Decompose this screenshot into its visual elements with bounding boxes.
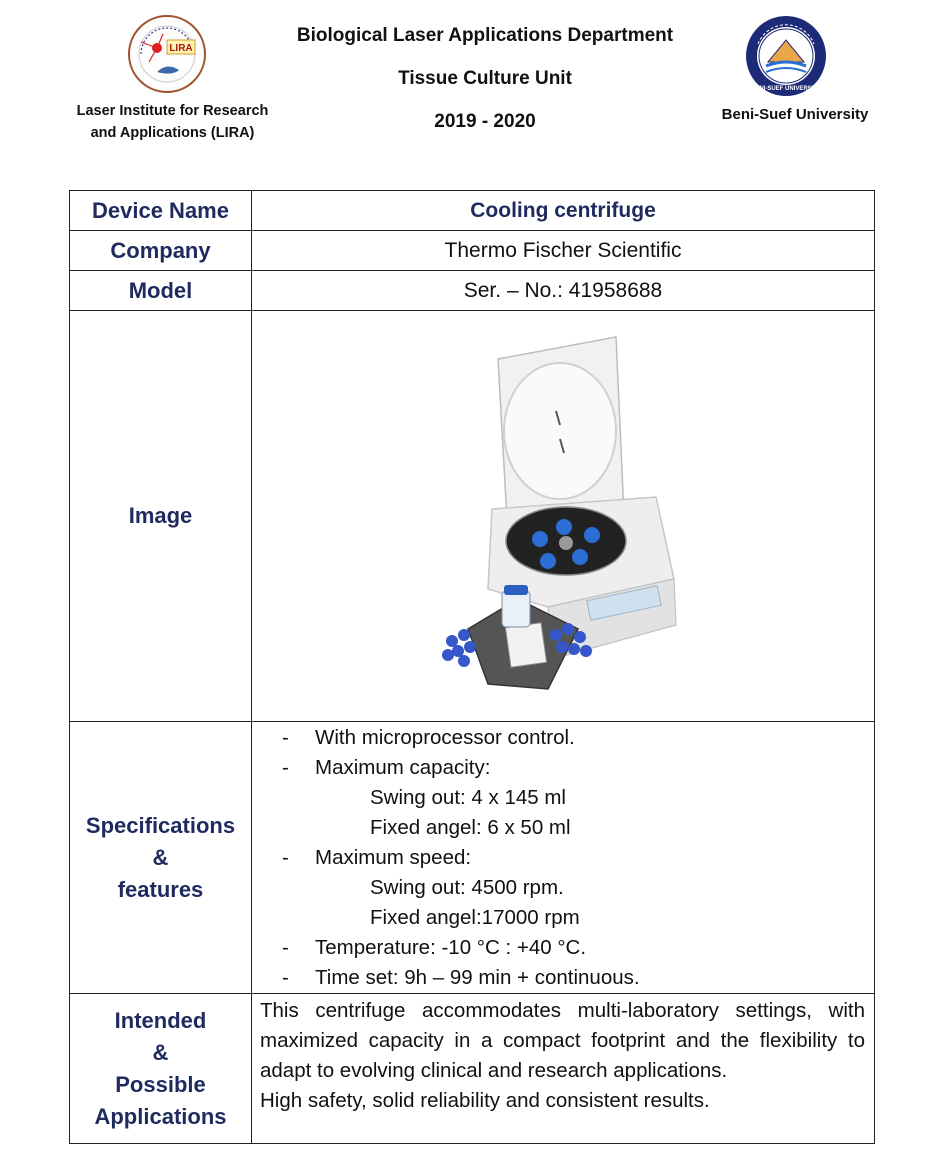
beni-suef-logo [744,14,828,98]
list-item: - Maximum speed: [282,843,874,873]
document-header [270,14,700,143]
spec-text: Time set: 9h – 99 min + continuous. [315,965,640,989]
list-item: - Temperature: -10 °C : +40 °C. [282,933,874,963]
department-title: Biological Laser Applications Department [296,25,674,46]
applications-summary: High safety, solid reliability and consistent results. [260,1089,710,1112]
specifications-list [252,722,875,994]
unit-title: Tissue Culture Unit [398,68,572,89]
list-item: - Maximum capacity: [282,753,874,783]
list-subitem: Fixed angel: 6 x 50 ml [370,815,571,839]
spec-text: Maximum capacity: [315,755,491,779]
year-title: 2019 - 2020 [434,111,536,132]
institute-line1: Laser Institute for Research [76,103,269,119]
company-label: Company [70,231,252,271]
image-label: Image [70,311,252,722]
lira-logo [127,14,207,94]
spec-text: Temperature: -10 °C : +40 °C. [315,935,587,959]
svg-text:LIRA: LIRA [169,43,193,54]
university-caption: Beni-Suef University [721,106,869,123]
applications-text [252,994,875,1144]
table-row [70,271,875,311]
device-image-cell [252,311,875,722]
specifications-label-line2: & [152,844,169,870]
list-subitem: Swing out: 4500 rpm. [370,875,564,899]
table-row [70,722,875,994]
applications-label-line2: & [152,1039,169,1065]
specifications-label [70,722,252,994]
institute-caption [60,100,285,144]
list-item: - With microprocessor control. [282,723,874,753]
list-subitem: Fixed angel:17000 rpm [370,905,580,929]
applications-label-line3: Possible [115,1071,206,1097]
specifications-label-line1: Specifications [85,812,236,838]
spec-text: With microprocessor control. [315,725,575,749]
applications-label [70,994,252,1144]
applications-label-line4: Applications [94,1103,227,1129]
table-row [70,311,875,722]
list-item: - Time set: 9h – 99 min + continuous. [282,963,874,993]
device-name-value: Cooling centrifuge [252,191,875,231]
list-subitem: Swing out: 4 x 145 ml [370,785,566,809]
applications-paragraph: This centrifuge accommodates multi-laboratory settings, with maximized capacity in a compact footprint and the flexibility to adapt to evolving clinical and research applications. [260,999,865,1082]
applications-label-line1: Intended [114,1007,207,1033]
table-row [70,231,875,271]
specifications-label-line3: features [117,876,204,902]
centrifuge-image [428,329,698,704]
company-value: Thermo Fischer Scientific [252,231,875,271]
institute-line2: and Applications (LIRA) [90,125,255,141]
model-label: Model [70,271,252,311]
table-row [70,994,875,1144]
table-row [70,191,875,231]
device-name-label: Device Name [70,191,252,231]
model-value: Ser. – No.: 41958688 [252,271,875,311]
svg-text:BENI-SUEF UNIVERSITY: BENI-SUEF UNIVERSITY [750,86,822,92]
spec-text: Maximum speed: [315,845,472,869]
device-spec-table [69,190,875,1144]
